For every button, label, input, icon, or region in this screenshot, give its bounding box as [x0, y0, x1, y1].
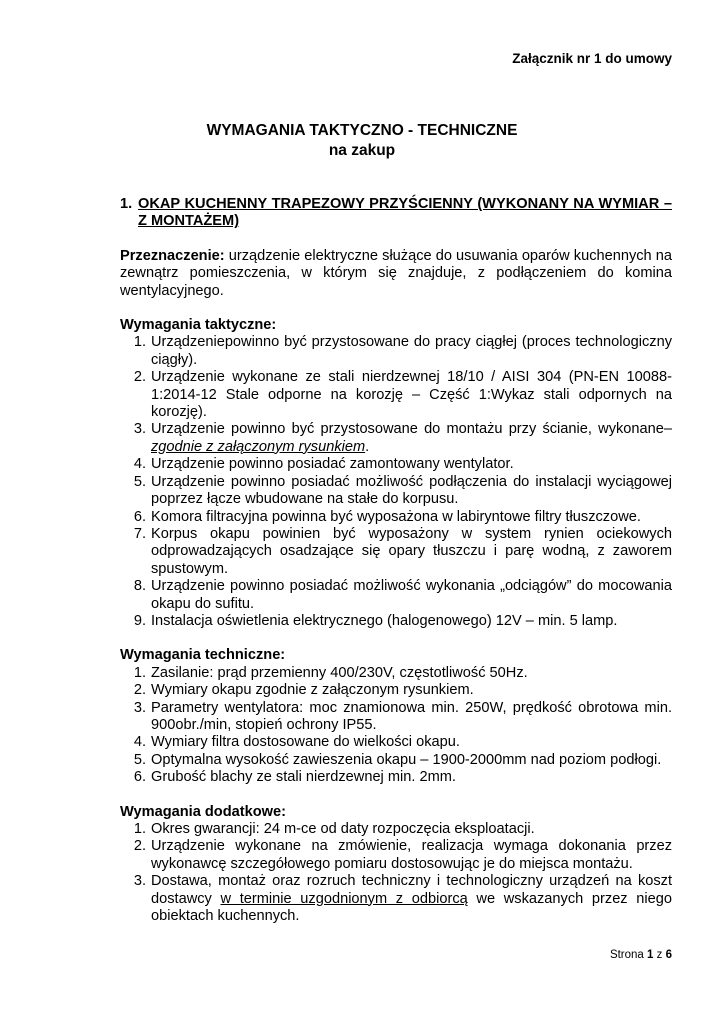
list-item — [120, 456, 672, 473]
section-heading — [120, 196, 672, 231]
item-text: Urządzenie powinno posiadać zamontowany wentylator. — [151, 456, 514, 473]
item-number: 3. — [133, 421, 146, 438]
list-item — [120, 873, 672, 925]
list-item — [120, 369, 672, 421]
item-text: Korpus okapu powinien być wyposażony w system rynien ociekowych odprowadzających osadzające się opary tłuszczu i parę wodną, z zaworem spustowym. — [151, 525, 672, 577]
item-text — [151, 421, 672, 456]
item-text: Optymalna wysokość zawieszenia okapu – 1900-2000mm nad poziom podłogi. — [151, 751, 662, 768]
item-number: 3. — [133, 699, 146, 716]
list-item — [120, 665, 672, 682]
list-item — [120, 526, 672, 578]
footer-separator: z — [656, 949, 663, 961]
technical-heading: Wymagania techniczne: — [120, 647, 286, 664]
list-item — [120, 734, 672, 751]
item-text: Urządzenie powinno posiadać możliwość wykonania „odciągów” do mocowania okapu do sufitu. — [151, 578, 672, 612]
section-title: OKAP KUCHENNY TRAPEZOWY PRZYŚCIENNY (WYKONANY NA WYMIAR – Z MONTAŻEM) — [138, 196, 672, 230]
additional-heading: Wymagania dodatkowe: — [120, 803, 286, 820]
item-text: Instalacja oświetlenia elektrycznego (halogenowego) 12V – min. 5 lamp. — [151, 612, 618, 629]
item-text: Grubość blachy ze stali nierdzewnej min. 2mm. — [151, 769, 456, 786]
item-text-after: . — [365, 438, 370, 455]
item-number: 4. — [133, 734, 146, 751]
item-text-main: Dostawa, montaż oraz rozruch techniczny i technologiczny urządzeń na koszt dostawcy — [151, 873, 672, 907]
item-text: Urządzenie wykonane ze stali nierdzewnej 18/10 / AISI 304 (PN-EN 10088-1:2014-12 Stale odporne na korozję – Część 1:Wykaz stali odpornych na korozję). — [151, 369, 672, 421]
purpose-paragraph — [120, 248, 672, 300]
item-text: Urządzenie wykonane na zmówienie, realizacja wymaga dokonania przez wykonawcę szczegółowego pomiaru dostosowując je do miejsca montażu. — [151, 838, 672, 872]
item-number: 2. — [133, 682, 146, 699]
item-number: 9. — [133, 612, 146, 629]
item-number: 2. — [133, 369, 146, 386]
item-number: 7. — [133, 525, 146, 542]
purpose-label: Przeznaczenie: — [120, 247, 225, 264]
title-line-1: WYMAGANIA TAKTYCZNO - TECHNICZNE — [206, 122, 518, 139]
item-number: 2. — [133, 838, 146, 855]
item-number: 6. — [133, 508, 146, 525]
item-text: Wymiary okapu zgodnie z załączonym rysunkiem. — [151, 682, 474, 699]
list-item — [120, 509, 672, 526]
item-number: 1. — [133, 664, 146, 681]
item-text — [151, 873, 672, 925]
item-text-main: Urządzenie powinno być przystosowane do montażu przy ścianie, wykonane– — [151, 421, 672, 438]
item-text: Zasilanie: prąd przemienny 400/230V, częstotliwość 50Hz. — [151, 664, 528, 681]
list-item — [120, 578, 672, 613]
item-text: Komora filtracyjna powinna być wyposażona w labiryntowe filtry tłuszczowe. — [151, 508, 641, 525]
document-body — [120, 196, 672, 942]
tactical-heading: Wymagania taktyczne: — [120, 317, 277, 334]
item-text: Urządzeniepowinno być przystosowane do pracy ciągłej (proces technologiczny ciągły). — [151, 334, 672, 368]
document-title — [0, 121, 724, 161]
item-text-after: we wskazanych przez niego obiektach kuchennych. — [151, 890, 672, 925]
list-item — [120, 474, 672, 509]
item-text-emphasis: zgodnie z załączonym rysunkiem — [151, 438, 366, 455]
footer-page-number: 1 — [647, 949, 654, 961]
list-item — [120, 334, 672, 369]
item-text: Parametry wentylatora: moc znamionowa min. 250W, prędkość obrotowa min. 900obr./min, stopień ochrony IP55. — [151, 699, 672, 733]
item-number: 5. — [133, 473, 146, 490]
footer-total-pages: 6 — [665, 949, 672, 961]
tactical-list — [120, 334, 672, 630]
list-item — [120, 700, 672, 735]
list-item — [120, 613, 672, 630]
item-text-underlined: w terminie uzgodnionym z odbiorcą — [220, 890, 468, 907]
purpose-text: urządzenie elektryczne służące do usuwania oparów kuchennych na zewnątrz pomieszczenia, w którym się znajduje, z podłączeniem do komina wentylacyjnego. — [120, 247, 672, 299]
item-number: 4. — [133, 456, 146, 473]
additional-list — [120, 821, 672, 925]
item-number: 3. — [133, 873, 146, 890]
list-item — [120, 752, 672, 769]
item-number: 6. — [133, 769, 146, 786]
list-item — [120, 682, 672, 699]
footer-label: Strona — [609, 949, 644, 961]
title-line-2: na zakup — [328, 142, 396, 159]
list-item — [120, 421, 672, 456]
item-number: 1. — [133, 821, 146, 837]
item-text: Urządzenie powinno posiadać możliwość podłączenia do instalacji wyciągowej poprzez łącze wbudowane na stałe do korpusu. — [151, 473, 672, 508]
section-number: 1. — [120, 196, 133, 212]
list-item — [120, 838, 672, 873]
attachment-label: Załącznik nr 1 do umowy — [512, 51, 672, 66]
list-item — [120, 821, 672, 838]
item-number: 5. — [133, 751, 146, 768]
item-number: 8. — [133, 578, 146, 595]
list-item — [120, 769, 672, 786]
item-number: 1. — [133, 334, 146, 351]
item-text: Wymiary filtra dostosowane do wielkości okapu. — [151, 734, 460, 751]
page-footer — [610, 949, 672, 961]
technical-list — [120, 665, 672, 787]
item-text: Okres gwarancji: 24 m-ce od daty rozpoczęcia eksploatacji. — [151, 821, 535, 837]
